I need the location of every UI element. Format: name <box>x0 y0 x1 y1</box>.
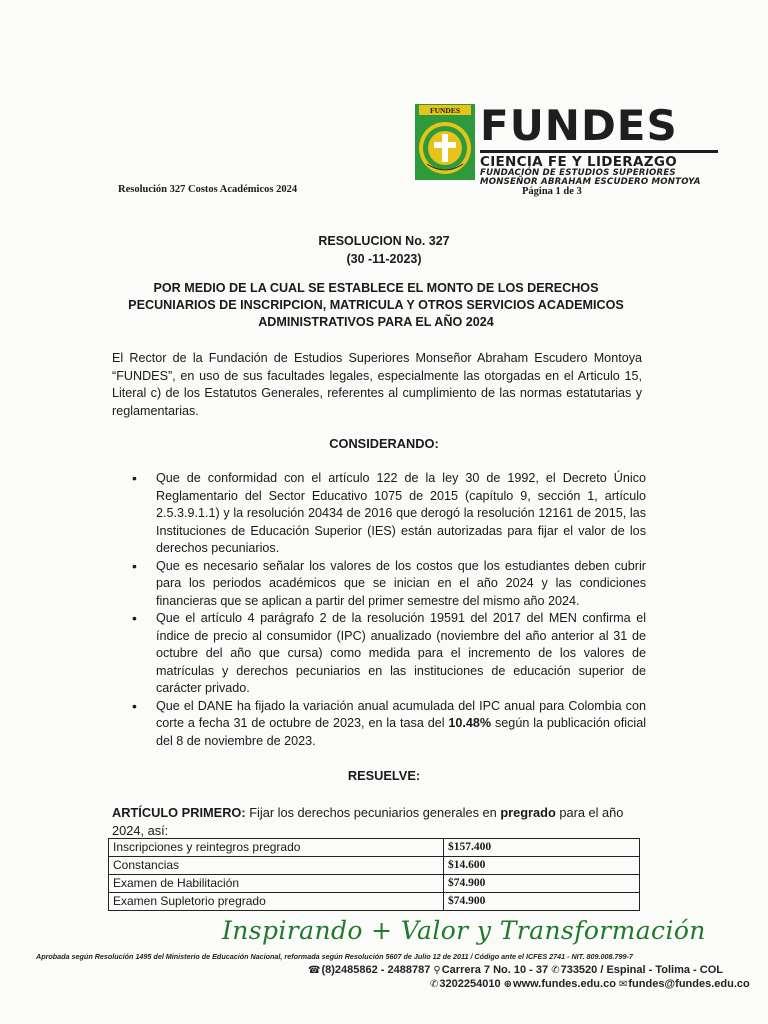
page-indicator: Página 1 de 3 <box>522 186 582 197</box>
globe-icon: ⊕ <box>503 979 513 990</box>
extension-icon: ✆ <box>551 965 560 976</box>
resuelve-title: RESUELVE: <box>347 768 421 783</box>
footer-legal: Aprobada según Resolución 1495 del Ministerio de Educación Nacional, reformada según Resolución 5607 de Julio 12 de 2011 / Código ante el ICFES 2741 - NIT. 809.008.799-7 <box>36 952 633 961</box>
fee-value: $157.400 <box>444 839 640 857</box>
footer-address: Carrera 7 No. 10 - 37 <box>441 964 549 976</box>
heading-line-3: ADMINISTRATIVOS PARA EL AÑO 2024 <box>258 315 494 329</box>
considerando-text: Que es necesario señalar los valores de los costos que los estudiantes deben cubrir para los periodos académicos que se inician en el año 2024 y las condiciones financieras que se aplican a partir del primer semestre del mismo año 2024. <box>156 558 646 608</box>
considerando-list <box>128 470 646 750</box>
resolution-date: (30 -11-2023) <box>346 252 422 266</box>
list-item <box>128 698 646 751</box>
article-text-bold: pregrado <box>500 805 556 820</box>
fee-concept: Inscripciones y reintegros pregrado <box>109 839 444 857</box>
footer-website[interactable]: www.fundes.edu.co <box>513 978 616 990</box>
list-item <box>128 610 646 698</box>
fundes-emblem-logo <box>415 104 475 180</box>
bullet-icon: • <box>132 470 137 486</box>
table-row <box>109 875 640 893</box>
table-row <box>109 839 640 857</box>
heading-line-2: PECUNIARIOS DE INSCRIPCION, MATRICULA Y OTROS SERVICIOS ACADEMICOS <box>128 298 624 312</box>
fee-value: $74.900 <box>444 875 640 893</box>
brand-divider <box>480 150 718 153</box>
fee-concept: Constancias <box>109 857 444 875</box>
considerando-text-end: según la publicación oficial del 8 de noviembre de 2023. <box>156 716 646 748</box>
considerando-text-start: Que el DANE ha fijado la variación anual acumulada del IPC anual para Colombia con corte a fecha 31 de octubre de 2023, en la tasa del <box>156 698 646 730</box>
brand-name: FUNDES <box>480 101 678 150</box>
list-item <box>128 558 646 611</box>
footer-email[interactable]: fundes@fundes.edu.co <box>628 978 750 990</box>
fee-concept: Examen de Habilitación <box>109 875 444 893</box>
brand-tagline: CIENCIA FE Y LIDERAZGO <box>480 154 677 170</box>
bullet-icon: • <box>132 610 137 626</box>
ipc-rate: 10.48% <box>448 716 492 730</box>
mail-icon: ✉ <box>618 979 628 990</box>
bullet-icon: • <box>132 557 137 574</box>
footer-contact-line <box>308 964 723 976</box>
footer-phones: (8)2485862 - 2488787 <box>321 964 431 976</box>
considerando-text: Que de conformidad con el artículo 122 de la ley 30 de 1992, el Decreto Único Reglamentario del Sector Educativo 1075 de 2015 (capítulo 9, sección 1, artículo 2.5.3.9.1.1) y la resolución 20434 de 2016 que derogó la resolución 12161 de 2015, las Instituciones de Educación Superior (IES) están autorizadas para fijar el valor de los derechos pecuniarios. <box>156 471 646 555</box>
intro-paragraph: El Rector de la Fundación de Estudios Superiores Monseñor Abraham Escudero Montoya “FUNDES”, en uso de sus facultades legales, especialmente las otorgadas en el Articulo 15, Literal c) de los Estatutos Generales, referentes al cumplimiento de las normas estatutarias y reglamentarias. <box>112 351 642 418</box>
resolution-heading <box>112 280 640 331</box>
whatsapp-icon: ✆ <box>430 979 439 990</box>
brand-wordmark <box>480 101 725 187</box>
footer-extension: 733520 / Espinal - Tolima - COL <box>560 964 723 976</box>
footer-web-line <box>430 978 750 990</box>
footer-mobile: 3202254010 <box>439 978 501 990</box>
fee-value: $14.600 <box>444 857 640 875</box>
brand-subline-1: FUNDACIÓN DE ESTUDIOS SUPERIORES <box>480 168 676 178</box>
article-label: ARTÍCULO PRIMERO: <box>112 805 246 820</box>
location-pin-icon: ⚲ <box>433 965 441 976</box>
phone-icon: ☎ <box>308 965 321 976</box>
brand-subline-2: MONSEÑOR ABRAHAM ESCUDERO MONTOYA <box>480 177 701 187</box>
article-text-end: para el año 2024, así: <box>112 805 624 838</box>
emblem-label: FUNDES <box>429 106 461 115</box>
heading-line-1: POR MEDIO DE LA CUAL SE ESTABLECE EL MONTO DE LOS DERECHOS <box>153 281 599 295</box>
considerando-text: Que el artículo 4 parágrafo 2 de la resolución 19591 del 2017 del MEN confirma el índice de precio al consumidor (IPC) anualizado (noviembre del año anterior al 31 de octubre del año que cursa) como medida para el incremento de los valores de matrículas y derechos pecuniarios en las instituciones de educación superior de carácter privado. <box>156 611 646 695</box>
article-first <box>112 804 642 840</box>
table-row <box>109 893 640 911</box>
bullet-icon: • <box>132 697 137 714</box>
fee-concept: Examen Supletorio pregrado <box>109 893 444 911</box>
article-text-start: Fijar los derechos pecuniarios generales en <box>245 805 501 820</box>
fees-table <box>108 838 640 911</box>
table-row <box>109 857 640 875</box>
considerando-title: CONSIDERANDO: <box>329 436 439 451</box>
list-item <box>128 470 646 558</box>
footer-slogan: Inspirando + Valor y Transformación <box>222 916 706 945</box>
fee-value: $74.900 <box>444 893 640 911</box>
document-reference: Resolución 327 Costos Académicos 2024 <box>118 184 298 195</box>
resolution-number: RESOLUCION No. 327 <box>318 234 450 248</box>
